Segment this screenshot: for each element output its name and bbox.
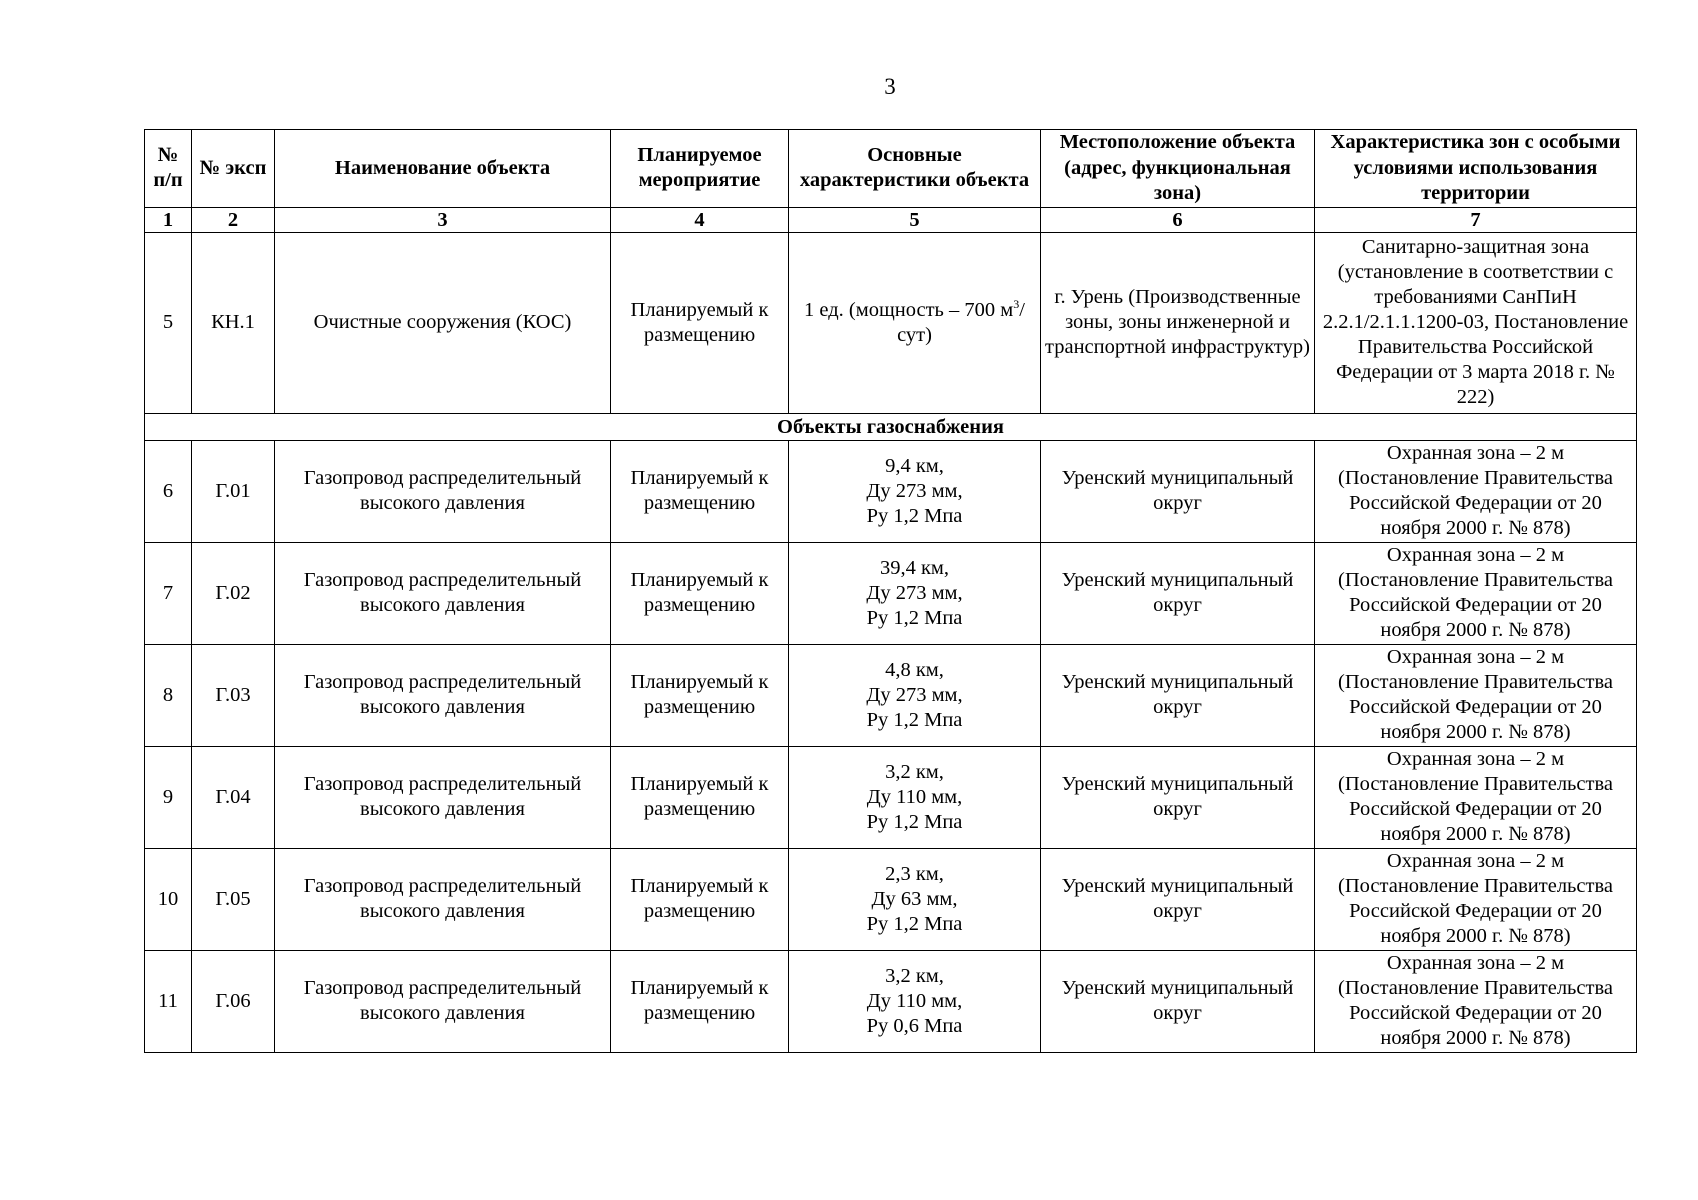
pipeline-pressure: Ру 1,2 Мпа [866,810,963,833]
section-title: Объекты газоснабжения [145,413,1637,440]
zone-title: Охранная зона – 2 м [1386,952,1565,974]
objects-table [144,129,1637,1053]
planned-action: Планируемый к размещению [611,950,789,1052]
column-number: 5 [789,207,1041,232]
section-row [145,413,1637,440]
capacity-unit: /сут) [897,298,1025,346]
object-name: Газопровод распределительный высокого давления [275,440,611,542]
header-cell: № п/п [145,130,192,208]
table-row [145,440,1637,542]
planned-action: Планируемый к размещению [611,232,789,413]
special-zones [1315,542,1637,644]
row-number: 10 [145,848,192,950]
object-code: Г.01 [192,440,275,542]
pipeline-diameter: Ду 273 мм, [866,683,963,706]
header-cell: Планируемое мероприятие [611,130,789,208]
zone-title: Охранная зона – 2 м [1386,748,1565,770]
object-characteristics [789,440,1041,542]
pipeline-length: 9,4 км, [885,454,944,477]
object-code: КН.1 [192,232,275,413]
object-characteristics [789,848,1041,950]
object-characteristics [789,232,1041,413]
zone-reference: (Постановление Правительства Российской Федерации от 20 ноября 2000 г. № 878) [1338,569,1613,641]
object-location: г. Урень (Производственные зоны, зоны инженерной и транспортной инфраструктур) [1041,232,1315,413]
header-cell: Местоположение объекта (адрес, функциональная зона) [1041,130,1315,208]
special-zones [1315,440,1637,542]
table-row [145,542,1637,644]
zone-title: Охранная зона – 2 м [1386,544,1565,566]
object-code: Г.02 [192,542,275,644]
planned-action: Планируемый к размещению [611,746,789,848]
column-number-row [145,207,1637,232]
planned-action: Планируемый к размещению [611,644,789,746]
object-location: Уренский муниципальный округ [1041,440,1315,542]
object-characteristics [789,746,1041,848]
pipeline-length: 39,4 км, [879,556,950,579]
column-number: 2 [192,207,275,232]
row-number: 5 [145,232,192,413]
table-row [145,848,1637,950]
object-characteristics [789,644,1041,746]
header-cell: Наименование объекта [275,130,611,208]
pipeline-length: 3,2 км, [885,964,944,987]
page-number: 3 [884,74,896,99]
pipeline-pressure: Ру 1,2 Мпа [866,912,963,935]
object-location: Уренский муниципальный округ [1041,542,1315,644]
row-number: 9 [145,746,192,848]
pipeline-length: 4,8 км, [885,658,944,681]
zone-reference: (Постановление Правительства Российской Федерации от 20 ноября 2000 г. № 878) [1338,467,1613,539]
pipeline-diameter: Ду 63 мм, [871,887,958,910]
object-name: Газопровод распределительный высокого давления [275,950,611,1052]
capacity-text: 1 ед. (мощность – 700 м [804,298,1014,321]
planned-action: Планируемый к размещению [611,848,789,950]
object-name: Газопровод распределительный высокого давления [275,746,611,848]
object-location: Уренский муниципальный округ [1041,746,1315,848]
planned-action: Планируемый к размещению [611,542,789,644]
header-cell: Характеристика зон с особыми условиями использования территории [1315,130,1637,208]
row-number: 8 [145,644,192,746]
table-header-row [145,130,1637,208]
table-row [145,950,1637,1052]
zone-reference: (Постановление Правительства Российской Федерации от 20 ноября 2000 г. № 878) [1338,977,1613,1049]
table-row [145,232,1637,413]
column-number: 1 [145,207,192,232]
row-number: 6 [145,440,192,542]
object-location: Уренский муниципальный округ [1041,950,1315,1052]
object-location: Уренский муниципальный округ [1041,644,1315,746]
object-characteristics [789,542,1041,644]
header-cell: Основные характеристики объекта [789,130,1041,208]
pipeline-diameter: Ду 110 мм, [866,989,963,1012]
object-code: Г.03 [192,644,275,746]
object-name: Газопровод распределительный высокого давления [275,542,611,644]
zone-title: Охранная зона – 2 м [1386,442,1565,464]
pipeline-pressure: Ру 1,2 Мпа [866,606,963,629]
special-zones: Санитарно-защитная зона (установление в соответствии с требованиями СанПиН 2.2.1/2.1.1.1200-03, Постановление Правительства Российской Федерации от 3 марта 2018 г. № 222) [1315,232,1637,413]
zone-reference: (Постановление Правительства Российской Федерации от 20 ноября 2000 г. № 878) [1338,773,1613,845]
pipeline-pressure: Ру 1,2 Мпа [866,708,963,731]
zone-reference: (Постановление Правительства Российской Федерации от 20 ноября 2000 г. № 878) [1338,875,1613,947]
column-number: 7 [1315,207,1637,232]
pipeline-length: 2,3 км, [885,862,944,885]
table-row [145,644,1637,746]
column-number: 3 [275,207,611,232]
special-zones [1315,950,1637,1052]
pipeline-length: 3,2 км, [885,760,944,783]
planned-action: Планируемый к размещению [611,440,789,542]
table-row [145,746,1637,848]
special-zones [1315,644,1637,746]
object-code: Г.05 [192,848,275,950]
object-name: Очистные сооружения (КОС) [275,232,611,413]
pipeline-diameter: Ду 273 мм, [866,581,963,604]
zone-reference: (Постановление Правительства Российской Федерации от 20 ноября 2000 г. № 878) [1338,671,1613,743]
object-code: Г.06 [192,950,275,1052]
zone-title: Охранная зона – 2 м [1386,646,1565,668]
special-zones [1315,848,1637,950]
object-characteristics [789,950,1041,1052]
header-cell: № эксп [192,130,275,208]
pipeline-diameter: Ду 110 мм, [866,785,963,808]
object-name: Газопровод распределительный высокого давления [275,644,611,746]
object-code: Г.04 [192,746,275,848]
pipeline-pressure: Ру 0,6 Мпа [866,1014,963,1037]
object-location: Уренский муниципальный округ [1041,848,1315,950]
object-name: Газопровод распределительный высокого давления [275,848,611,950]
zone-title: Охранная зона – 2 м [1386,850,1565,872]
gas-rows [145,440,1637,1052]
pipeline-pressure: Ру 1,2 Мпа [866,504,963,527]
special-zones [1315,746,1637,848]
column-number: 6 [1041,207,1315,232]
row-number: 11 [145,950,192,1052]
column-number: 4 [611,207,789,232]
row-number: 7 [145,542,192,644]
cubic-superscript: 3 [1013,296,1020,311]
pipeline-diameter: Ду 273 мм, [866,479,963,502]
